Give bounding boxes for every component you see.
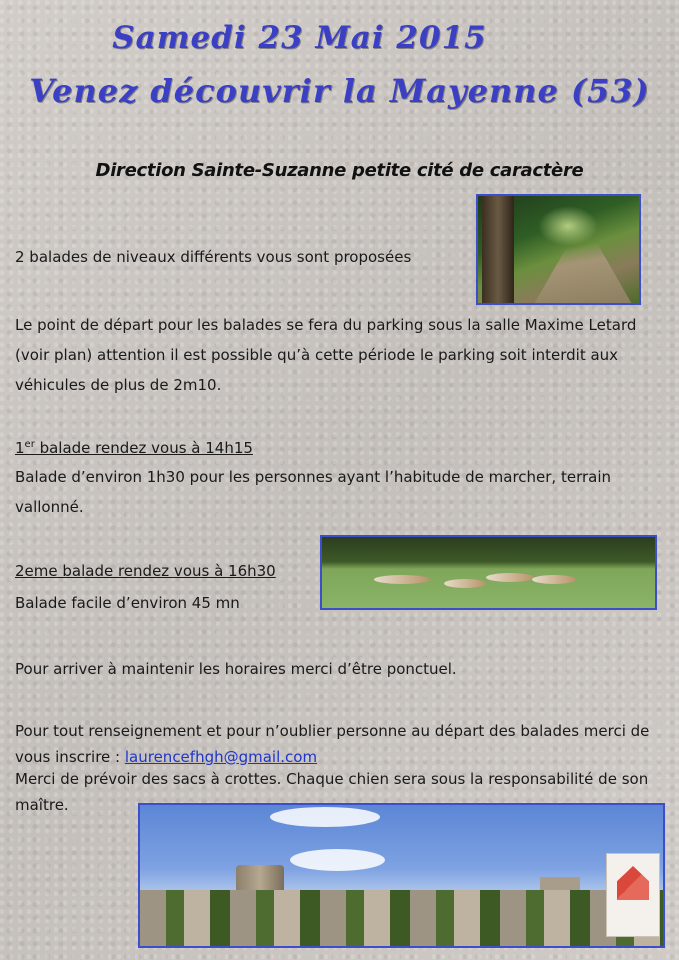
title-discover: Venez découvrir la Mayenne (53) (29, 72, 650, 110)
walk1-description: Balade d’environ 1h30 pour les personnes ayant l’habitude de marcher, terrain vallonné. (15, 468, 612, 516)
punctual-text: Pour arriver à maintenir les horaires merci d’être ponctuel. (15, 660, 457, 678)
forest-path-photo (476, 194, 641, 305)
dogs-running-photo (320, 535, 657, 610)
subtitle: Direction Sainte-Suzanne petite cité de caractère (95, 160, 584, 181)
departure-text: Le point de départ pour les balades se fera du parking sous la salle Maxime Letard (voir plan) attention il est possible qu’à cette période le parking soit interdit aux véhicules de plus de 2m10. (15, 316, 637, 394)
walk1-heading: 1er balade rendez vous à 14h15 (15, 439, 253, 457)
title-date: Samedi 23 Mai 2015 (112, 20, 487, 56)
walk2-description: Balade facile d’environ 45 mn (15, 594, 240, 612)
email-link[interactable]: laurencefhgh@gmail.com (124, 748, 318, 766)
bags-text: Merci de prévoir des sacs à crottes. Chaque chien sera sous la responsabilité de son maître. (15, 770, 649, 814)
intro-text: 2 balades de niveaux différents vous sont proposées (15, 248, 412, 266)
beaux-villages-logo (606, 853, 660, 937)
village-photo (138, 803, 665, 948)
register-text: Pour tout renseignement et pour n’oublier personne au départ des balades merci de vous inscrire : laurencefhgh@gmail.com (15, 722, 650, 766)
walk2-heading: 2eme balade rendez vous à 16h30 (15, 562, 276, 580)
